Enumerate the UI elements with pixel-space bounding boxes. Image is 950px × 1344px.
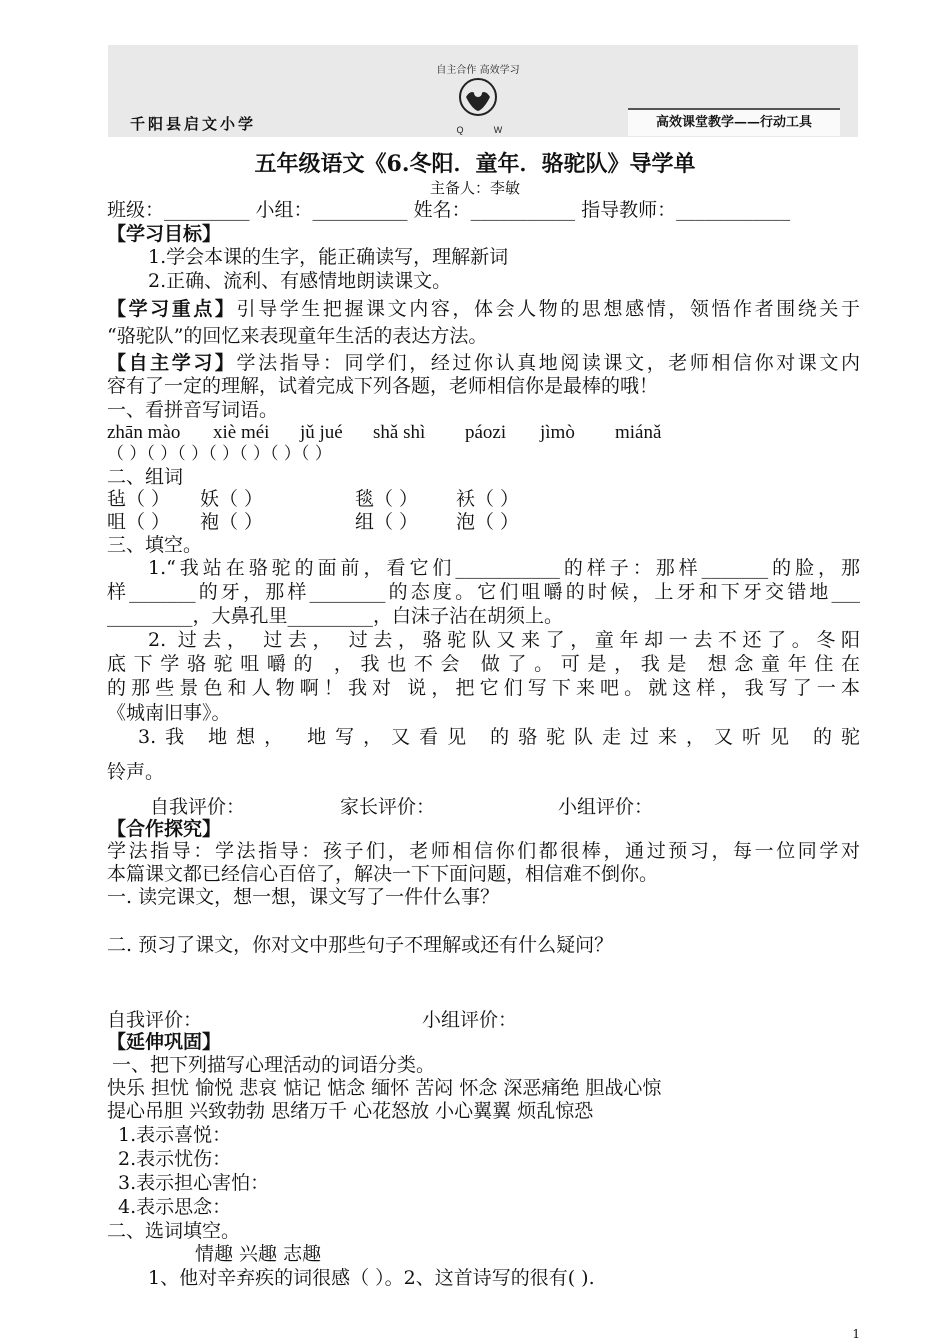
evaluation-row — [150, 795, 860, 819]
pinyin-word: zhān mào — [107, 422, 181, 443]
focus-text-2: “骆驼队”的回忆来表现童年生活的表达方法。 — [107, 325, 488, 347]
parent-eval: 家长评价： — [340, 796, 436, 818]
coop-text: 学法指导：学法指导：孩子们，老师相信你们都很棒，通过预习，每一位同学对 — [107, 840, 860, 862]
category-item: 1.表示喜悦： — [118, 1124, 232, 1146]
category-item: 2.表示忧伤： — [118, 1148, 232, 1170]
page-title: 五年级语文《6.冬阳．童年．骆驼队》导学单 — [254, 151, 696, 177]
self-study-heading: 【自主学习】 — [107, 352, 237, 374]
category-item: 4.表示思念： — [118, 1196, 232, 1218]
q3-line: 3.我 地想， 地写，又看见 的骆驼队走过来，又听见 的驼 — [138, 726, 860, 748]
self-study-line — [107, 351, 860, 375]
logo-letter-q: Q — [456, 125, 464, 135]
goal-item: 1.学会本课的生字，能正确读写，理解新词 — [148, 246, 509, 268]
q1-line: _________，大鼻孔里_________，白沫子沾在胡须上。 — [107, 605, 564, 627]
q2-line: 《城南旧事》。 — [107, 702, 231, 724]
word-item: 妖（ ） — [200, 488, 264, 510]
focus-text: 引导学生把握课文内容，体会人物的思想感情，领悟作者围绕关于 — [236, 298, 860, 320]
coop-text: 本篇课文都已经信心百倍了，解决一下下面问题，相信难不倒你。 — [107, 863, 659, 885]
pinyin-brackets: （ ）（ ）（ ）（ ）（ ）（ ）（ ） — [107, 444, 332, 464]
pinyin-word: miánǎ — [615, 422, 662, 443]
focus-line — [107, 297, 860, 321]
word-item: 袍（ ） — [200, 511, 264, 533]
goal-item: 2.正确、流利、有感情地朗读课文。 — [148, 270, 452, 292]
evaluation-row-2 — [107, 1008, 860, 1032]
word-list: 提心吊胆 兴致勃勃 思绪万千 心花怒放 小心翼翼 烦乱惊恐 — [107, 1100, 594, 1122]
header-banner — [108, 45, 858, 137]
info-line: 班级：_________ 小组：__________ 姓名：___________ 指导教师：____________ — [107, 199, 791, 221]
focus-heading: 【学习重点】 — [107, 298, 237, 320]
coop-heading: 【合作探究】 — [107, 818, 222, 840]
word-choices: 情趣 兴趣 志趣 — [195, 1243, 322, 1265]
q3-line: 铃声。 — [107, 761, 165, 783]
q1-line: 1.“我站在骆驼的面前，看它们___________的样子：那样_______的脸，那 — [148, 557, 860, 579]
q1-line: 样_______的牙，那样________的态度。它们咀嚼的时候，上牙和下牙交错地___ — [107, 581, 860, 603]
extend-q2-title: 二、选词填空。 — [107, 1220, 241, 1242]
section2-title: 二、组词 — [107, 466, 184, 488]
school-name: 千阳县启文小学 — [130, 115, 257, 133]
pinyin-word: jìmò — [540, 422, 575, 443]
self-eval: 自我评价： — [150, 796, 246, 818]
coop-question: 一. 读完课文，想一想，课文写了一件什么事？ — [107, 886, 500, 908]
pinyin-word: xiè méi — [213, 422, 270, 443]
word-item: 毡（ ） — [107, 488, 171, 510]
word-row — [107, 510, 860, 534]
word-item: 毯（ ） — [355, 488, 419, 510]
logo-letter-w: W — [493, 125, 503, 135]
tool-label: 高效课堂教学——行动工具 — [628, 108, 840, 136]
word-item: 咀（ ） — [107, 511, 171, 533]
word-item: 泡（ ） — [456, 511, 520, 533]
word-list: 快乐 担忧 愉悦 悲哀 惦记 惦念 缅怀 苦闷 怀念 深恶痛绝 胆战心惊 — [107, 1077, 662, 1099]
page-number: 1 — [852, 1327, 860, 1341]
word-item: 袄（ ） — [456, 488, 520, 510]
pinyin-word: páozi — [465, 422, 507, 443]
logo-motto: 自主合作 高效学习 — [436, 65, 520, 76]
coop-question: 二. 预习了课文，你对文中那些句子不理解或还有什么疑问？ — [107, 934, 614, 956]
word-item: 组（ ） — [355, 511, 419, 533]
section1-title: 一、看拼音写词语。 — [107, 399, 279, 421]
self-eval: 自我评价： — [107, 1009, 203, 1031]
q2-line: 的那些景色和人物啊！我对 说，把它们写下来吧。就这样，我写了一本 — [107, 677, 860, 699]
word-row — [107, 487, 860, 511]
self-study-text: 学法指导：同学们，经过你认真地阅读课文，老师相信你对课文内 — [236, 352, 860, 374]
fill-question: 1、他对辛弃疾的词很感（ ）。2、这首诗写的很有( ). — [148, 1267, 595, 1289]
section3-title: 三、填空。 — [107, 534, 203, 556]
pinyin-word: jǔ jué — [300, 422, 343, 443]
q2-line: 2. 过去， 过去， 过去，骆驼队又来了，童年却一去不还了。冬阳 — [148, 629, 860, 651]
group-eval: 小组评价： — [422, 1009, 518, 1031]
school-logo — [408, 63, 548, 137]
self-study-text-2: 容有了一定的理解，试着完成下列各题，老师相信你是最棒的哦！ — [107, 375, 659, 397]
pinyin-word: shǎ shì — [373, 422, 426, 443]
q2-line: 底下学骆驼咀嚼的 ，我也不会 做了。可是，我是 想念童年住在 — [107, 653, 860, 675]
extend-heading: 【延伸巩固】 — [107, 1031, 222, 1053]
category-item: 3.表示担心害怕： — [118, 1172, 270, 1194]
group-eval: 小组评价： — [558, 796, 654, 818]
extend-q1-title: 一、把下列描写心理活动的词语分类。 — [112, 1054, 436, 1076]
goals-heading: 【学习目标】 — [107, 223, 222, 245]
preparer: 主备人：李敏 — [429, 179, 520, 197]
